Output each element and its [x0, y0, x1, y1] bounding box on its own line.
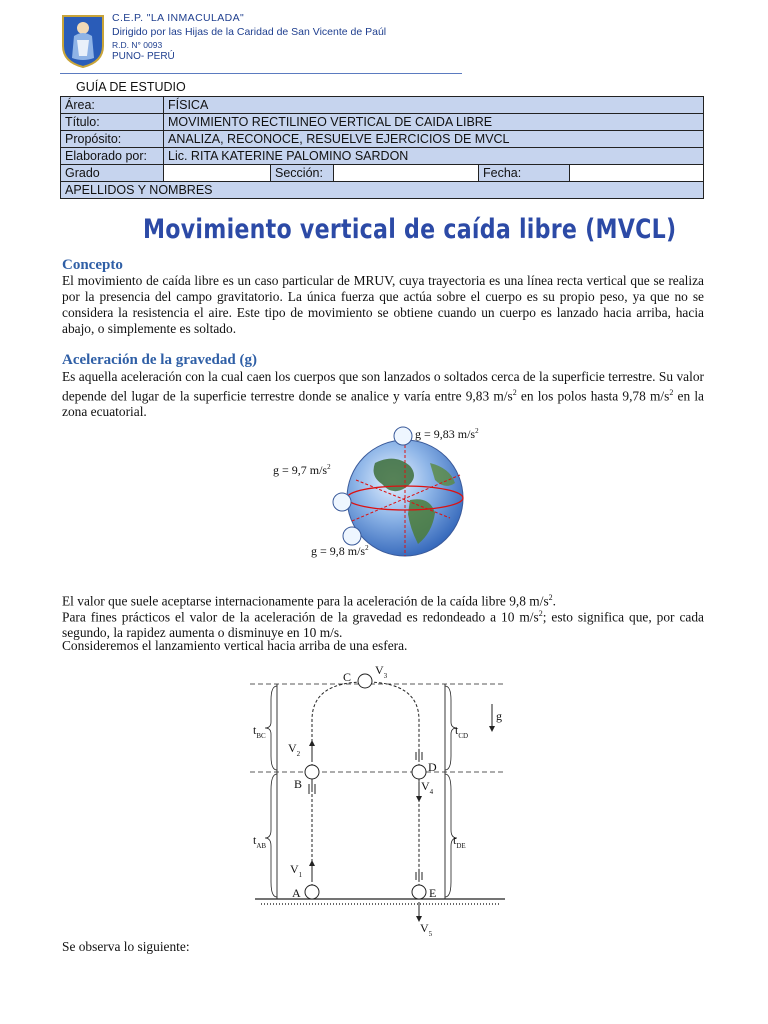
section-field[interactable] [334, 165, 479, 182]
guide-label: GUÍA DE ESTUDIO [76, 80, 186, 94]
label-tAB: $t_{AB}$ [253, 833, 267, 850]
header-divider [60, 73, 462, 74]
names-label: APELLIDOS Y NOMBRES [61, 182, 704, 199]
date-field[interactable] [570, 165, 704, 182]
accepted-value-text: El valor que suele aceptarse internacionamente para la aceleración de la caída libre 9,8 $m/s^2$. [62, 593, 557, 609]
label-B: B [294, 777, 303, 791]
consider-text: Consideremos el lanzamiento vertical hacia arriba de una esfera. [62, 638, 408, 653]
label-tCD: $t_{CD}$ [455, 723, 469, 740]
school-logo [60, 12, 106, 68]
area-value: FÍSICA [164, 97, 704, 114]
author-value: Lic. RITA KATERINE PALOMINO SARDON [164, 148, 704, 165]
label-V4: $V_4$ [421, 779, 434, 796]
closing-text: Se observa lo siguiente: [62, 939, 190, 954]
gravity-text: Es aquella aceleración con la cual caen los cuerpos que son lanzados o soltados cerca de la superficie terrestre. Su valor depende del lugar de la superficie terrestre donde se analice y varía entre 9,83 $m/s^2$ en los polos hasta 9,78 $m/s^2$ en la zona ecuatorial. [62, 369, 704, 420]
label-D: D [428, 760, 437, 774]
label-g: g [496, 709, 502, 723]
guide-info-table [60, 96, 704, 199]
label-E: E [429, 886, 437, 900]
mid-sphere [333, 493, 351, 511]
pole-sphere [394, 427, 412, 445]
grade-field[interactable] [164, 165, 271, 182]
label-A: A [292, 886, 301, 900]
section-label: Sección: [271, 165, 334, 182]
g-pole-label: g = 9,83 $m/s^2$ [415, 427, 479, 441]
purpose-label: Propósito: [61, 131, 164, 148]
label-V1: $V_1$ [290, 862, 303, 879]
purpose-value: ANALIZA, RECONOCE, RESUELVE EJERCICIOS DE MVCL [164, 131, 704, 148]
label-V3: $V_3$ [375, 663, 388, 680]
globe-figure [260, 418, 510, 563]
motion-diagram [245, 660, 515, 940]
author-label: Elaborado por: [61, 148, 164, 165]
equator-sphere [343, 527, 361, 545]
concept-text: El movimiento de caída libre es un caso particular de MRUV, cuya trayectoria es una línea recta vertical que se realiza por la presencia del campo gravitatorio. La única fuerza que actúa sobre el cuerpo es su propio peso, ya que no se considera la resistencia el aire. Este tipo de movimiento se obtiene cuando un cuerpo es lanzado hacia arriba, hacia abajo, o simplemente es soltado. [62, 273, 704, 336]
title-value: MOVIMIENTO RECTILINEO VERTICAL DE CAIDA LIBRE [164, 114, 704, 131]
title-label: Título: [61, 114, 164, 131]
concept-heading: Concepto [62, 257, 123, 273]
school-rd: R.D. N° 0093 [112, 40, 163, 50]
label-V5: $V_5$ [420, 921, 433, 938]
label-V2: $V_2$ [288, 741, 301, 758]
label-C: C [343, 670, 352, 684]
page-title: Movimiento vertical de caída libre (MVCL) [143, 214, 677, 245]
label-tDE: $t_{DE}$ [453, 833, 466, 850]
school-city: PUNO- PERÚ [112, 51, 175, 62]
grade-label: Grado [61, 165, 164, 182]
practical-value-text: Para fines prácticos el valor de la aceleración de la gravedad es redondeado a 10 $m/s^2$; esto significa que, por cada segundo, la rapidez aumenta o disminuye en 10 m/s. [62, 609, 704, 641]
label-tBC: $t_{BC}$ [253, 723, 266, 740]
school-name: C.E.P. "LA INMACULADA" [112, 12, 245, 24]
g-equator-label: g = 9,8 $m/s^2$ [311, 544, 369, 558]
gravity-heading: Aceleración de la gravedad (g) [62, 352, 257, 368]
g-mid-label: g = 9,7 $m/s^2$ [273, 463, 331, 477]
date-label: Fecha: [479, 165, 570, 182]
area-label: Área: [61, 97, 164, 114]
school-directed-by: Dirigido por las Hijas de la Caridad de San Vicente de Paúl [112, 26, 387, 38]
